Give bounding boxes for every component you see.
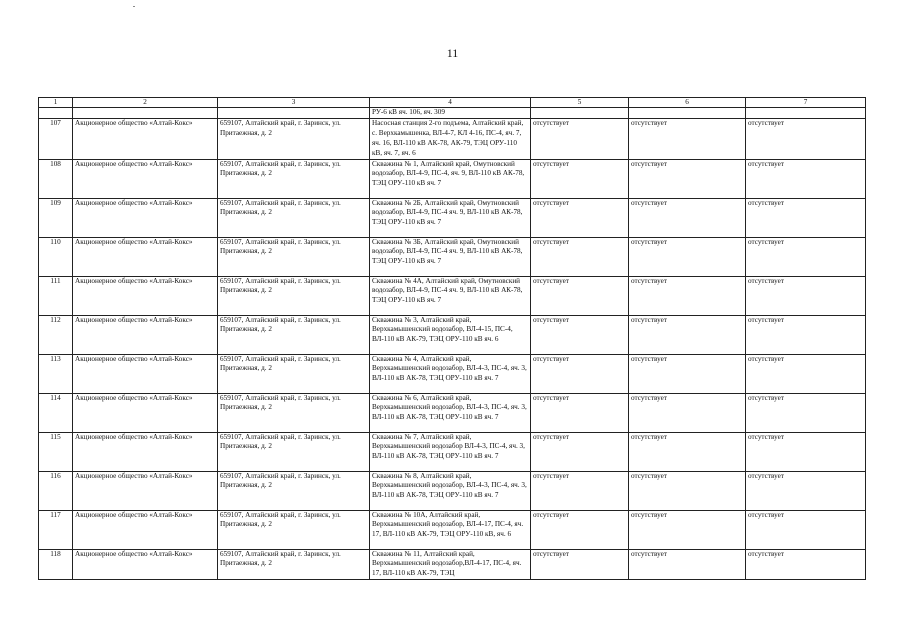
column-5-cell: отсутствует [531,159,629,198]
organization-cell: Акционерное общество «Алтай-Кокс» [73,276,218,315]
row-number: 115 [39,432,73,471]
table-row [39,549,866,580]
address-cell: 659107, Алтайский край, г. Заринск, ул. Притаежная, д. 2 [218,237,370,276]
address-cell: 659107, Алтайский край, г. Заринск, ул. Притаежная, д. 2 [218,159,370,198]
column-7-cell: отсутствует [746,198,866,237]
address-cell: 659107, Алтайский край, г. Заринск, ул. Притаежная, д. 2 [218,276,370,315]
column-header: 4 [370,98,531,108]
column-6-cell: отсутствует [629,198,746,237]
row-number: 112 [39,315,73,354]
row-number: 114 [39,393,73,432]
table-row [39,237,866,276]
scan-speck [133,6,135,7]
object-description-cell: Насосная станция 2-го подъема, Алтайский край, с. Верхкамышенка, ВЛ-4-7, КЛ 4-16, ПС-4, яч. 7, яч. 16, ВЛ-110 кВ АК-78, АК-79, ТЭЦ ОРУ-110 кВ, яч. 7, яч. 6 [370,118,531,159]
table-row [39,393,866,432]
address-cell: 659107, Алтайский край, г. Заринск, ул. Притаежная, д. 2 [218,471,370,510]
organization-cell: Акционерное общество «Алтай-Кокс» [73,198,218,237]
row-number: 107 [39,118,73,159]
address-cell: 659107, Алтайский край, г. Заринск, ул. Притаежная, д. 2 [218,549,370,580]
object-description-cell: Скважина № 1, Алтайский край, Омутновский водозабор, ВЛ-4-9, ПС-4, яч. 9, ВЛ-110 кВ АК-78, ТЭЦ ОРУ-110 кВ яч. 7 [370,159,531,198]
column-7-cell: отсутствует [746,432,866,471]
column-5-cell: отсутствует [531,471,629,510]
column-7-cell: отсутствует [746,315,866,354]
column-header: 2 [73,98,218,108]
organization-cell: Акционерное общество «Алтай-Кокс» [73,471,218,510]
object-description-cell: Скважина № 4А, Алтайский край, Омутновский водозабор, ВЛ-4-9, ПС-4 яч. 9, ВЛ-110 кВ АК-78, ТЭЦ ОРУ-110 кВ яч. 7 [370,276,531,315]
row-number: 116 [39,471,73,510]
address-cell: 659107, Алтайский край, г. Заринск, ул. Притаежная, д. 2 [218,118,370,159]
column-header: 6 [629,98,746,108]
address-cell: 659107, Алтайский край, г. Заринск, ул. Притаежная, д. 2 [218,198,370,237]
address-cell: 659107, Алтайский край, г. Заринск, ул. Притаежная, д. 2 [218,315,370,354]
column-7-cell: отсутствует [746,237,866,276]
table-row [39,276,866,315]
table-row [39,118,866,159]
object-description-cell: Скважина № 2Б, Алтайский край, Омутновский водозабор, ВЛ-4-9, ПС-4 яч. 9, ВЛ-110 кВ АК-78, ТЭЦ ОРУ-110 кВ яч. 7 [370,198,531,237]
organization-cell: Акционерное общество «Алтай-Кокс» [73,237,218,276]
column-6-cell: отсутствует [629,237,746,276]
table-row [39,159,866,198]
table-row [39,432,866,471]
column-7-cell: отсутствует [746,118,866,159]
row-number: 118 [39,549,73,580]
organization-cell: Акционерное общество «Алтай-Кокс» [73,432,218,471]
column-7-cell: отсутствует [746,354,866,393]
organization-cell: Акционерное общество «Алтай-Кокс» [73,315,218,354]
column-6-cell: отсутствует [629,118,746,159]
row-number: 110 [39,237,73,276]
column-5-cell: отсутствует [531,393,629,432]
organization-cell: Акционерное общество «Алтай-Кокс» [73,354,218,393]
object-description-cell: Скважина № 10А, Алтайский край, Верхкамышенский водозабор, ВЛ-4-17, ПС-4, яч. 17, ВЛ-110 кВ АК-79, ТЭЦ ОРУ-110 кВ, яч. 6 [370,510,531,549]
object-description-cell: Скважина № 8, Алтайский край, Верхкамышенский водозабор, ВЛ-4-3, ПС-4, яч. 3, ВЛ-110 кВ АК-78, ТЭЦ ОРУ-110 кВ яч. 7 [370,471,531,510]
address-cell: 659107, Алтайский край, г. Заринск, ул. Притаежная, д. 2 [218,432,370,471]
table-row [39,471,866,510]
table-row [39,198,866,237]
column-6-cell: отсутствует [629,315,746,354]
continuation-row [39,108,866,119]
column-5-cell: отсутствует [531,315,629,354]
column-header: 5 [531,98,629,108]
column-6-cell: отсутствует [629,471,746,510]
column-6-cell: отсутствует [629,510,746,549]
object-description-cell: Скважина № 3Б, Алтайский край, Омутновский водозабор, ВЛ-4-9, ПС-4 яч. 9, ВЛ-110 кВ АК-78, ТЭЦ ОРУ-110 кВ яч. 7 [370,237,531,276]
organization-cell: Акционерное общество «Алтай-Кокс» [73,510,218,549]
column-number-row [39,98,866,108]
object-description-cell: Скважина № 4, Алтайский край, Верхкамышенский водозабор, ВЛ-4-3, ПС-4, яч. 3, ВЛ-110 кВ АК-78, ТЭЦ ОРУ-110 кВ яч. 7 [370,354,531,393]
row-number: 108 [39,159,73,198]
page-number: 11 [446,46,459,60]
organization-cell: Акционерное общество «Алтай-Кокс» [73,393,218,432]
column-5-cell: отсутствует [531,198,629,237]
row-number: 113 [39,354,73,393]
column-5-cell: отсутствует [531,237,629,276]
column-6-cell: отсутствует [629,276,746,315]
table-row [39,354,866,393]
object-description-cell: Скважина № 6, Алтайский край, Верхкамышенский водозабор, ВЛ-4-3, ПС-4, яч. 3, ВЛ-110 кВ АК-78, ТЭЦ ОРУ-110 кВ яч. 7 [370,393,531,432]
address-cell: 659107, Алтайский край, г. Заринск, ул. Притаежная, д. 2 [218,510,370,549]
continuation-text: РУ-6 кВ яч. 106, яч. 309 [370,108,531,119]
table-row [39,510,866,549]
address-cell: 659107, Алтайский край, г. Заринск, ул. Притаежная, д. 2 [218,354,370,393]
column-header: 3 [218,98,370,108]
object-description-cell: Скважина № 3, Алтайский край, Верхкамышенский водозабор, ВЛ-4-15, ПС-4, ВЛ-110 кВ АК-79, ТЭЦ ОРУ-110 кВ яч. 6 [370,315,531,354]
row-number: 117 [39,510,73,549]
organization-cell: Акционерное общество «Алтай-Кокс» [73,549,218,580]
object-description-cell: Скважина № 7, Алтайский край, Верхкамышенский водозабор ВЛ-4-3, ПС-4, яч. 3, ВЛ-110 кВ АК-78, ТЭЦ ОРУ-110 кВ яч. 7 [370,432,531,471]
column-5-cell: отсутствует [531,549,629,580]
organization-cell: Акционерное общество «Алтай-Кокс» [73,118,218,159]
column-7-cell: отсутствует [746,393,866,432]
column-header: 1 [39,98,73,108]
column-7-cell: отсутствует [746,159,866,198]
column-7-cell: отсутствует [746,549,866,580]
column-6-cell: отсутствует [629,354,746,393]
row-number: 111 [39,276,73,315]
column-header: 7 [746,98,866,108]
table-row [39,315,866,354]
column-7-cell: отсутствует [746,276,866,315]
row-number: 109 [39,198,73,237]
organization-cell: Акционерное общество «Алтай-Кокс» [73,159,218,198]
column-6-cell: отсутствует [629,159,746,198]
column-6-cell: отсутствует [629,549,746,580]
column-6-cell: отсутствует [629,432,746,471]
registry-table [38,97,866,580]
column-7-cell: отсутствует [746,471,866,510]
column-5-cell: отсутствует [531,432,629,471]
column-6-cell: отсутствует [629,393,746,432]
column-5-cell: отсутствует [531,276,629,315]
address-cell: 659107, Алтайский край, г. Заринск, ул. Притаежная, д. 2 [218,393,370,432]
object-description-cell: Скважина № 11, Алтайский край, Верхкамышенский водозабор,ВЛ-4-17, ПС-4, яч. 17, ВЛ-110 кВ АК-79, ТЭЦ [370,549,531,580]
column-5-cell: отсутствует [531,510,629,549]
column-5-cell: отсутствует [531,118,629,159]
column-5-cell: отсутствует [531,354,629,393]
column-7-cell: отсутствует [746,510,866,549]
